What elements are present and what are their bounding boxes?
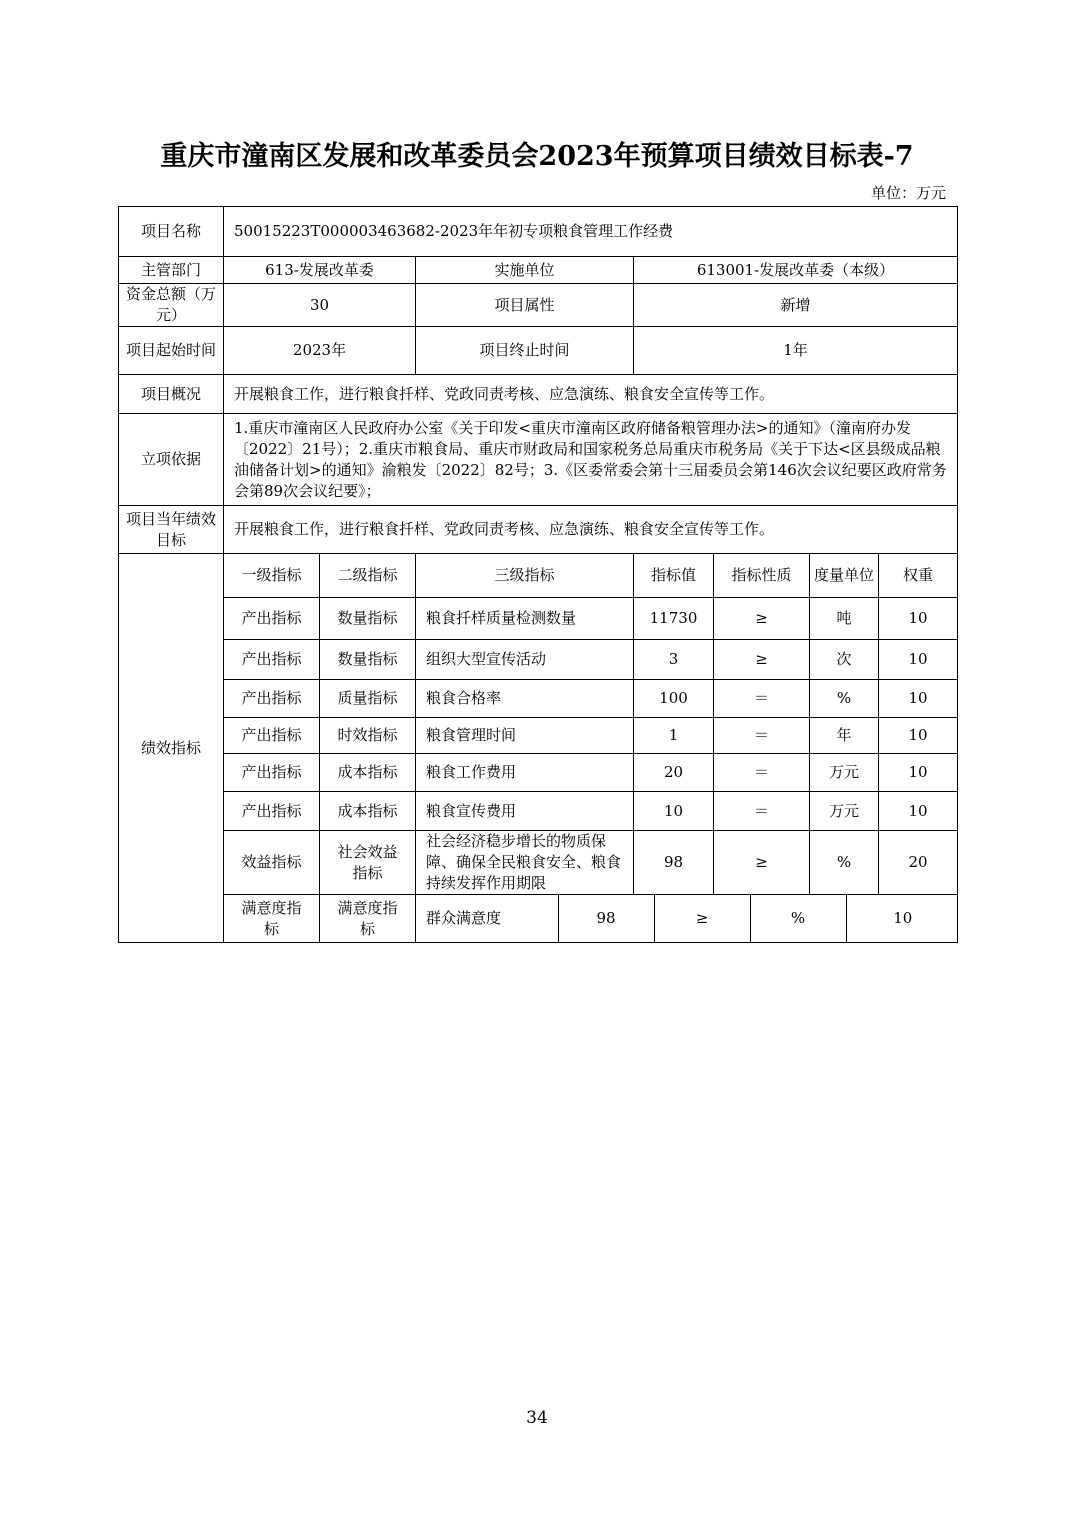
end-label: 项目终止时间 (416, 327, 634, 375)
weight-cell: 10 (893, 909, 913, 927)
satisfaction-inner-table (416, 895, 959, 942)
value-cell: 1 (634, 718, 714, 754)
indicator-header-row (119, 554, 958, 598)
header-cell: 指标性质 (714, 554, 810, 598)
performance-table (118, 206, 958, 943)
header-cell: 三级指标 (416, 554, 634, 598)
value-cell: 20 (634, 754, 714, 792)
weight-cell: 20 (879, 831, 958, 895)
nature-cell: ≥ (714, 598, 810, 640)
nature-cell: ＝ (714, 792, 810, 831)
page-title: 重庆市潼南区发展和改革委员会2023年预算项目绩效目标表-7 (160, 141, 914, 172)
overview-label: 项目概况 (119, 375, 224, 414)
table-row (119, 640, 958, 680)
table-row (119, 718, 958, 754)
end-value: 1年 (634, 327, 958, 375)
value-cell: 100 (634, 680, 714, 718)
level1-cell: 产出指标 (224, 640, 320, 680)
value-cell: 10 (634, 792, 714, 831)
unit-cell: 年 (810, 718, 879, 754)
level2-cell: 时效指标 (320, 718, 416, 754)
nature-cell: ≥ (714, 640, 810, 680)
dept-value: 613-发展改革委 (224, 257, 416, 284)
table-row (119, 598, 958, 640)
level2-cell: 数量指标 (320, 640, 416, 680)
weight-cell: 10 (879, 718, 958, 754)
impl-label: 实施单位 (416, 257, 634, 284)
level1-cell: 产出指标 (224, 754, 320, 792)
basis-value: 1.重庆市潼南区人民政府办公室《关于印发<重庆市潼南区政府储备粮管理办法>的通知》（潼南府办发〔2022〕21号）；2.重庆市粮食局、重庆市财政局和国家税务总局重庆市税务局《关于下达<区县级成品粮油储备计划>的通知》渝粮发〔2022〕82号；3.《区委常委会第十三届委员会第146次会议纪要区政府常务会第89次会议纪要》； (224, 414, 958, 506)
fund-label: 资金总额（万元） (119, 284, 224, 327)
nature-cell: ＝ (714, 718, 810, 754)
nature-cell: ＝ (714, 680, 810, 718)
level3-cell: 组织大型宣传活动 (416, 640, 634, 680)
start-value: 2023年 (224, 327, 416, 375)
period-row (119, 327, 958, 375)
start-label: 项目起始时间 (119, 327, 224, 375)
level1-cell: 满意度指标 (224, 895, 320, 943)
table-row (119, 831, 958, 895)
page-number: 34 (526, 1408, 548, 1428)
unit-cell: % (750, 895, 846, 942)
satisfaction-group (416, 895, 958, 943)
level1-cell: 产出指标 (224, 792, 320, 831)
level1-cell: 产出指标 (224, 598, 320, 640)
level2-cell: 满意度指标 (320, 895, 416, 943)
level1-cell: 效益指标 (224, 831, 320, 895)
level3-cell: 粮食宣传费用 (416, 792, 634, 831)
header-cell: 二级指标 (320, 554, 416, 598)
unit-cell: 万元 (810, 754, 879, 792)
header-cell: 一级指标 (224, 554, 320, 598)
weight-cell: 10 (879, 792, 958, 831)
level2-cell: 成本指标 (320, 792, 416, 831)
weight-cell: 10 (879, 754, 958, 792)
goal-label: 项目当年绩效目标 (119, 506, 224, 554)
level3-cell: 粮食工作费用 (416, 754, 634, 792)
table-row (119, 680, 958, 718)
header-cell: 指标值 (634, 554, 714, 598)
weight-cell: 10 (879, 680, 958, 718)
value-cell: 3 (634, 640, 714, 680)
unit-cell: % (810, 680, 879, 718)
unit-label: 单位：万元 (870, 184, 946, 202)
attr-value: 新增 (634, 284, 958, 327)
value-cell: 98 (634, 831, 714, 895)
project-name-row (119, 207, 958, 257)
unit-cell: 吨 (810, 598, 879, 640)
overview-row (119, 375, 958, 414)
nature-cell: ＝ (714, 754, 810, 792)
unit-cell: 万元 (810, 792, 879, 831)
overview-value: 开展粮食工作，进行粮食扦样、党政同责考核、应急演练、粮食安全宣传等工作。 (224, 375, 958, 414)
goal-value: 开展粮食工作，进行粮食扦样、党政同责考核、应急演练、粮食安全宣传等工作。 (224, 506, 958, 554)
header-cell: 度量单位 (810, 554, 879, 598)
level3-cell: 粮食扦样质量检测数量 (416, 598, 634, 640)
level2-cell: 数量指标 (320, 598, 416, 640)
level2-cell: 质量指标 (320, 680, 416, 718)
fund-value: 30 (224, 284, 416, 327)
fund-row (119, 284, 958, 327)
value-cell: 98 (558, 895, 654, 942)
level2-cell: 成本指标 (320, 754, 416, 792)
level3-cell: 社会经济稳步增长的物质保障、确保全民粮食安全、粮食持续发挥作用期限 (416, 831, 634, 895)
level1-cell: 产出指标 (224, 718, 320, 754)
impl-value: 613001-发展改革委（本级） (634, 257, 958, 284)
nature-cell: ≥ (654, 895, 750, 942)
table-row (119, 792, 958, 831)
dept-row (119, 257, 958, 284)
project-name-label: 项目名称 (119, 207, 224, 257)
level3-cell: 群众满意度 (416, 895, 558, 942)
level2-cell: 社会效益指标 (320, 831, 416, 895)
level3-cell: 粮食合格率 (416, 680, 634, 718)
basis-label: 立项依据 (119, 414, 224, 506)
weight-cell: 10 (879, 640, 958, 680)
table-row (119, 754, 958, 792)
attr-label: 项目属性 (416, 284, 634, 327)
indicators-section-label: 绩效指标 (119, 554, 224, 943)
level3-cell: 粮食管理时间 (416, 718, 634, 754)
satisfaction-row (119, 895, 958, 943)
unit-cell: % (810, 831, 879, 895)
nature-cell: ≥ (714, 831, 810, 895)
goal-row (119, 506, 958, 554)
dept-label: 主管部门 (119, 257, 224, 284)
unit-cell: 次 (810, 640, 879, 680)
value-cell: 11730 (634, 598, 714, 640)
project-name-value: 50015223T000003463682-2023年年初专项粮食管理工作经费 (224, 207, 958, 257)
header-cell: 权重 (879, 554, 958, 598)
weight-cell: 10 (879, 598, 958, 640)
basis-row (119, 414, 958, 506)
level1-cell: 产出指标 (224, 680, 320, 718)
